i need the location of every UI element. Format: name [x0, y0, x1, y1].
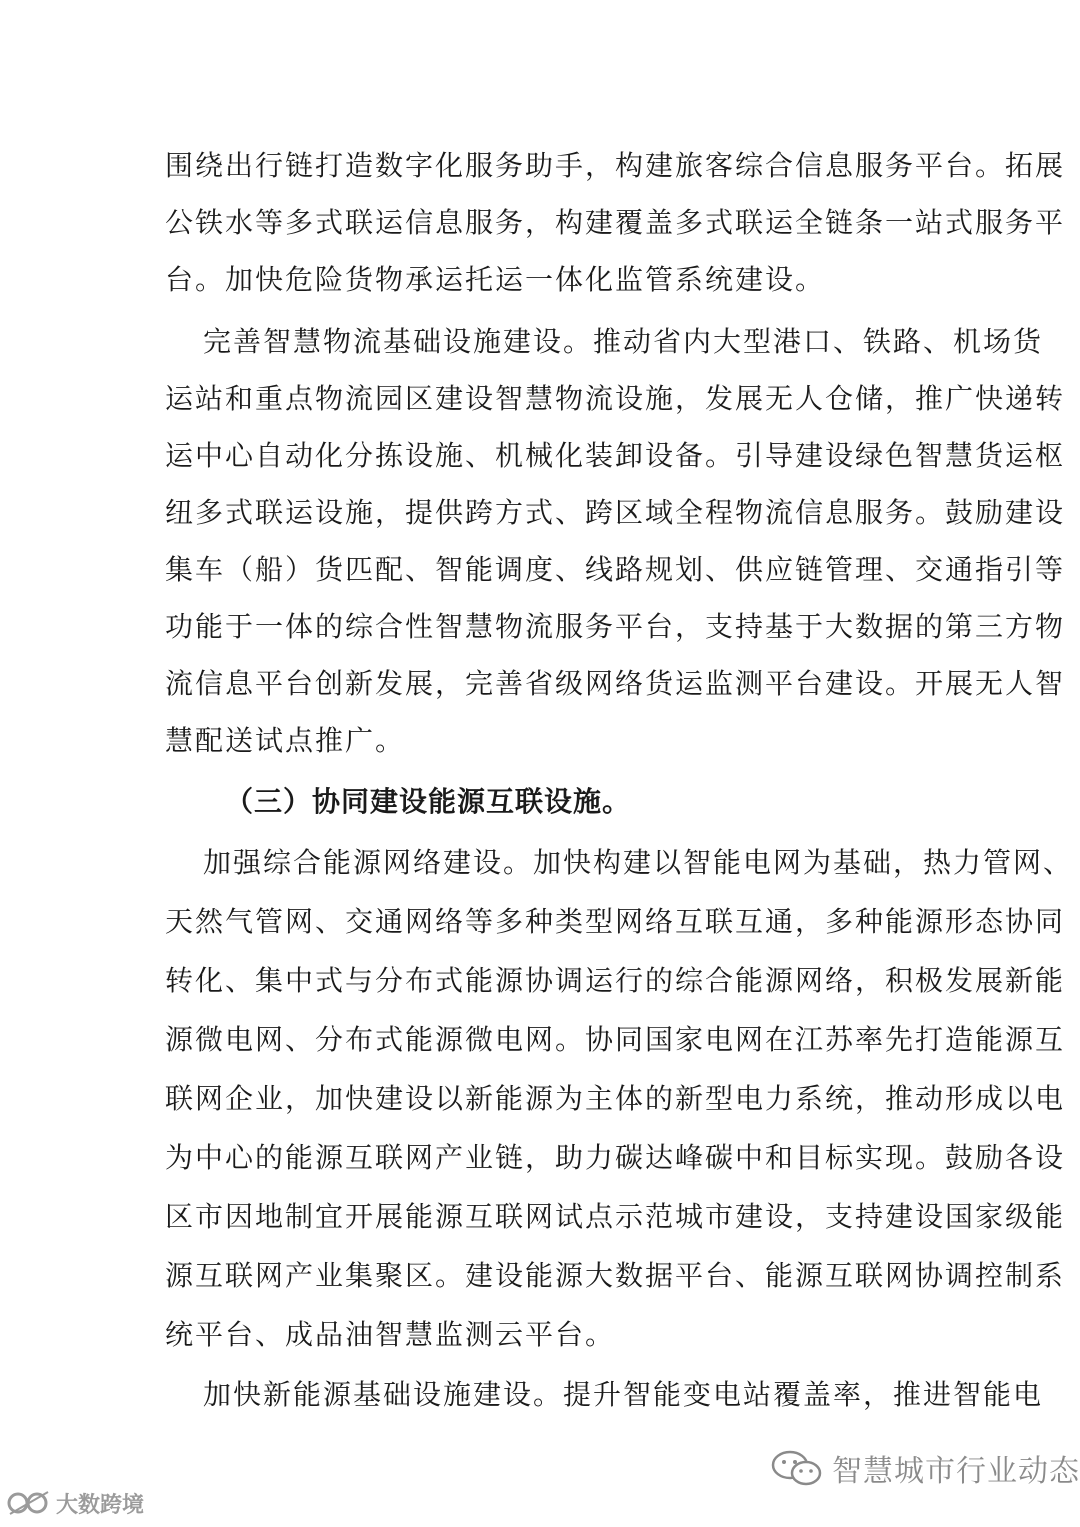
wechat-account-name: 智慧城市行业动态 — [832, 1454, 1080, 1489]
text-line: 联网企业，加快建设以新能源为主体的新型电力系统，推动形成以电 — [165, 1082, 1066, 1115]
section-heading: （三）协同建设能源互联设施。 — [225, 785, 632, 818]
text-line: 天然气管网、交通网络等多种类型网络互联互通，多种能源形态协同 — [165, 905, 1066, 938]
text-line: 统平台、成品油智慧监测云平台。 — [165, 1318, 616, 1351]
site-watermark — [6, 1486, 144, 1520]
text-line: 流信息平台创新发展，完善省级网络货运监测平台建设。开展无人智 — [165, 667, 1066, 700]
text-line: 台。加快危险货物承运托运一体化监管系统建设。 — [165, 263, 826, 296]
text-line: 运站和重点物流园区建设智慧物流设施，发展无人仓储，推广快递转 — [165, 382, 1066, 415]
wechat-icon — [770, 1448, 824, 1488]
text-line: 功能于一体的综合性智慧物流服务平台，支持基于大数据的第三方物 — [165, 610, 1066, 643]
wechat-watermark — [770, 1448, 1080, 1488]
text-line: 慧配送试点推广。 — [165, 724, 406, 757]
dashu-logo-icon — [6, 1488, 52, 1518]
paragraph-start-line: 完善智慧物流基础设施建设。推动省内大型港口、铁路、机场货 — [203, 325, 1044, 358]
text-line: 运中心自动化分拣设施、机械化装卸设备。引导建设绿色智慧货运枢 — [165, 439, 1066, 472]
text-line: 公铁水等多式联运信息服务，构建覆盖多式联运全链条一站式服务平 — [165, 206, 1066, 239]
text-line: 纽多式联运设施，提供跨方式、跨区域全程物流信息服务。鼓励建设 — [165, 496, 1066, 529]
text-line: 集车（船）货匹配、智能调度、线路规划、供应链管理、交通指引等 — [165, 553, 1066, 586]
text-line: 源微电网、分布式能源微电网。协同国家电网在江苏率先打造能源互 — [165, 1023, 1066, 1056]
text-line: 区市因地制宜开展能源互联网试点示范城市建设，支持建设国家级能 — [165, 1200, 1066, 1233]
text-line: 为中心的能源互联网产业链，助力碳达峰碳中和目标实现。鼓励各设 — [165, 1141, 1066, 1174]
text-line: 转化、集中式与分布式能源协调运行的综合能源网络，积极发展新能 — [165, 964, 1066, 997]
site-name: 大数跨境 — [56, 1492, 145, 1518]
paragraph-start-line: 加强综合能源网络建设。加快构建以智能电网为基础，热力管网、 — [203, 846, 1074, 879]
paragraph-start-line: 加快新能源基础设施建设。提升智能变电站覆盖率，推进智能电 — [203, 1378, 1044, 1411]
text-line: 源互联网产业集聚区。建设能源大数据平台、能源互联网协调控制系 — [165, 1259, 1066, 1292]
text-line: 围绕出行链打造数字化服务助手，构建旅客综合信息服务平台。拓展 — [165, 149, 1066, 182]
